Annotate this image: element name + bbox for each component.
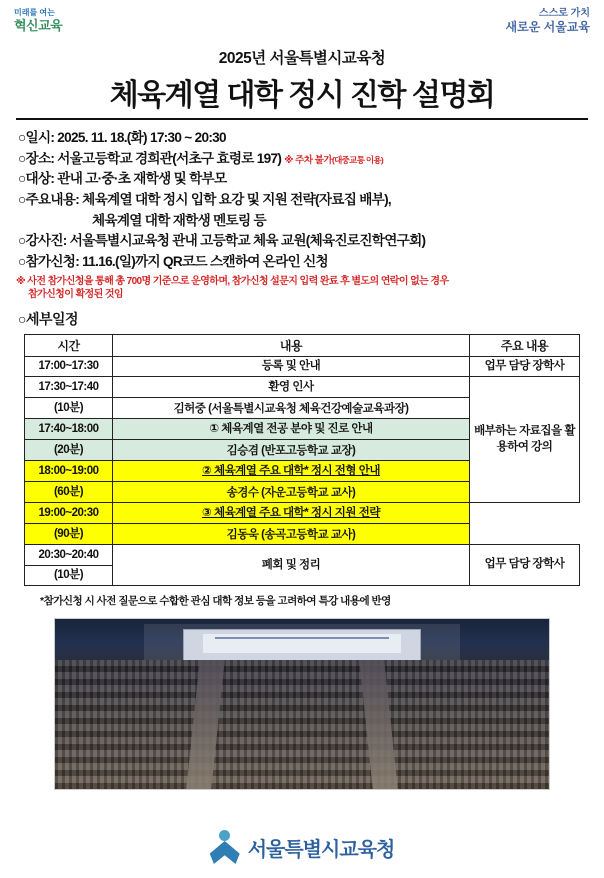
info-row-content-2 xyxy=(18,211,590,232)
emblem-head xyxy=(219,830,230,841)
slogan-left-line2: 혁신교육 xyxy=(14,18,63,33)
info-note-line2: 참가신청이 확정된 것임 xyxy=(28,289,123,301)
slogan-right-line1: 스스로 가치 xyxy=(538,8,590,19)
remark-text-lines xyxy=(472,424,577,455)
cell-time-sub: (60분) xyxy=(25,482,113,503)
th-content: 내용 xyxy=(113,334,470,356)
cell-time: 20:30~20:40 xyxy=(25,545,113,566)
info-label-lecturer: ○강사진: xyxy=(18,233,67,249)
table-row xyxy=(25,377,580,398)
info-value-target: 관내 고·중·초 재학생 및 학부모 xyxy=(57,171,227,187)
th-time: 시간 xyxy=(25,334,113,356)
cell-time: 17:00~17:30 xyxy=(25,356,113,377)
poster-subtitle: 2025년 서울특별시교육청 xyxy=(218,50,386,67)
info-label-target: ○대상: xyxy=(18,171,55,187)
info-label-apply: ○참가신청: xyxy=(18,253,80,269)
title-block xyxy=(14,46,590,114)
footer-org-name: 서울특별시교육청 xyxy=(247,838,395,861)
info-label-date: ○일시: xyxy=(18,130,55,145)
table-row xyxy=(25,524,580,545)
cell-time: 19:00~20:30 xyxy=(25,503,113,524)
poster-title: 체육계열 대학 정시 진학 설명회 xyxy=(109,79,495,112)
seoul-edu-slogan-right xyxy=(506,8,590,34)
info-note-block xyxy=(14,275,590,302)
cell-content: ③ 체육계열 주요 대학* 정시 지원 전략 xyxy=(113,503,470,524)
cell-time-sub: (10분) xyxy=(25,398,113,419)
info-row-lecturer xyxy=(18,231,590,252)
table-row xyxy=(25,503,580,524)
info-value-lecturer: 서울특별시교육청 관내 고등학교 체육 교원(체육진로진학연구회) xyxy=(69,233,426,249)
cell-time: 17:30~17:40 xyxy=(25,377,113,398)
table-row xyxy=(25,356,580,377)
info-label-place: ○장소: xyxy=(18,150,55,166)
cell-time-sub: (90분) xyxy=(25,524,113,545)
cell-remark: 업무 담당 장학사 xyxy=(470,545,580,586)
info-label-content: ○주요내용: xyxy=(18,191,80,207)
info-row-apply xyxy=(18,252,590,273)
info-row-place xyxy=(18,149,590,170)
footer-logo xyxy=(0,830,604,864)
schedule-footnote: *참가신청 시 사전 질문으로 수합한 관심 대학 정보 등을 고려하여 특강 내용에 반영 xyxy=(40,595,391,608)
seoul-edu-emblem-icon xyxy=(210,830,240,864)
cell-remark: 업무 담당 장학사 xyxy=(470,356,580,377)
cell-speaker: 송경수 (자운고등학교 교사) xyxy=(113,482,470,503)
schedule-table xyxy=(24,334,580,587)
slogan-left-line1: 미래를 여는 xyxy=(14,8,55,17)
cell-speaker: 김동욱 (송곡고등학교 교사) xyxy=(113,524,470,545)
schedule-section-title: ○세부일정 xyxy=(18,310,79,327)
cell-content: ② 체육계열 주요 대학* 정시 전형 안내 xyxy=(113,461,470,482)
cell-speaker: 김허중 (서울특별시교육청 체육건강예술교육과장) xyxy=(113,398,470,419)
info-list xyxy=(14,128,590,273)
cell-time-sub: (10분) xyxy=(25,566,113,586)
info-note-parking: ※ 주차 불가 xyxy=(284,154,333,166)
info-row-content xyxy=(18,190,590,211)
cell-content: 등록 및 안내 xyxy=(113,356,470,377)
info-note-parking-small: (대중교통 이용) xyxy=(332,154,384,165)
info-note-line1: ※ 사전 참가신청을 통해 총 700명 기준으로 운영하며, 참가신청 설문지 입력 완료 후 별도의 연락이 없는 경우 xyxy=(16,275,449,287)
cell-content: ① 체육계열 전공 분야 및 진로 안내 xyxy=(113,419,470,440)
audience-seating xyxy=(55,660,549,789)
table-row xyxy=(25,545,580,566)
header-logos xyxy=(14,8,590,44)
info-value-content-1: 체육계열 대학 정시 입학 요강 및 지원 전략(자료집 배부), xyxy=(82,191,391,207)
cell-content: 환영 인사 xyxy=(113,377,470,398)
cell-content: 폐회 및 정리 xyxy=(113,545,470,586)
presentation-slide xyxy=(203,634,400,653)
stage-screen xyxy=(183,629,420,661)
cell-remark-merged xyxy=(470,377,580,503)
info-value-content-2: 체육계열 대학 재학생 멘토링 등 xyxy=(92,212,266,228)
cell-speaker: 김승겸 (반포고등학교 교장) xyxy=(113,440,470,461)
table-header-row xyxy=(25,334,580,356)
slogan-right-line2: 새로운 서울교육 xyxy=(505,20,590,34)
remark-text: 배부하는 자료집을 활용하여 강의 xyxy=(474,425,575,453)
title-divider xyxy=(16,118,588,120)
cell-time: 17:40~18:00 xyxy=(25,419,113,440)
seoul-edu-slogan-left xyxy=(14,8,62,34)
event-photo-wrap xyxy=(24,618,580,790)
emblem-body xyxy=(210,841,240,864)
cell-time: 18:00~19:00 xyxy=(25,461,113,482)
info-value-apply: 11.16.(일)까지 QR코드 스캔하여 온라인 신청 xyxy=(82,253,328,269)
th-remark: 주요 내용 xyxy=(470,334,580,356)
info-value-date: 2025. 11. 18.(화) 17:30 ~ 20:30 xyxy=(57,130,226,145)
event-photo xyxy=(54,618,550,790)
cell-time-sub: (20분) xyxy=(25,440,113,461)
info-row-date xyxy=(18,128,590,149)
info-value-place: 서울고등학교 경희관(서초구 효령로 197) xyxy=(57,150,282,166)
info-row-target xyxy=(18,169,590,190)
